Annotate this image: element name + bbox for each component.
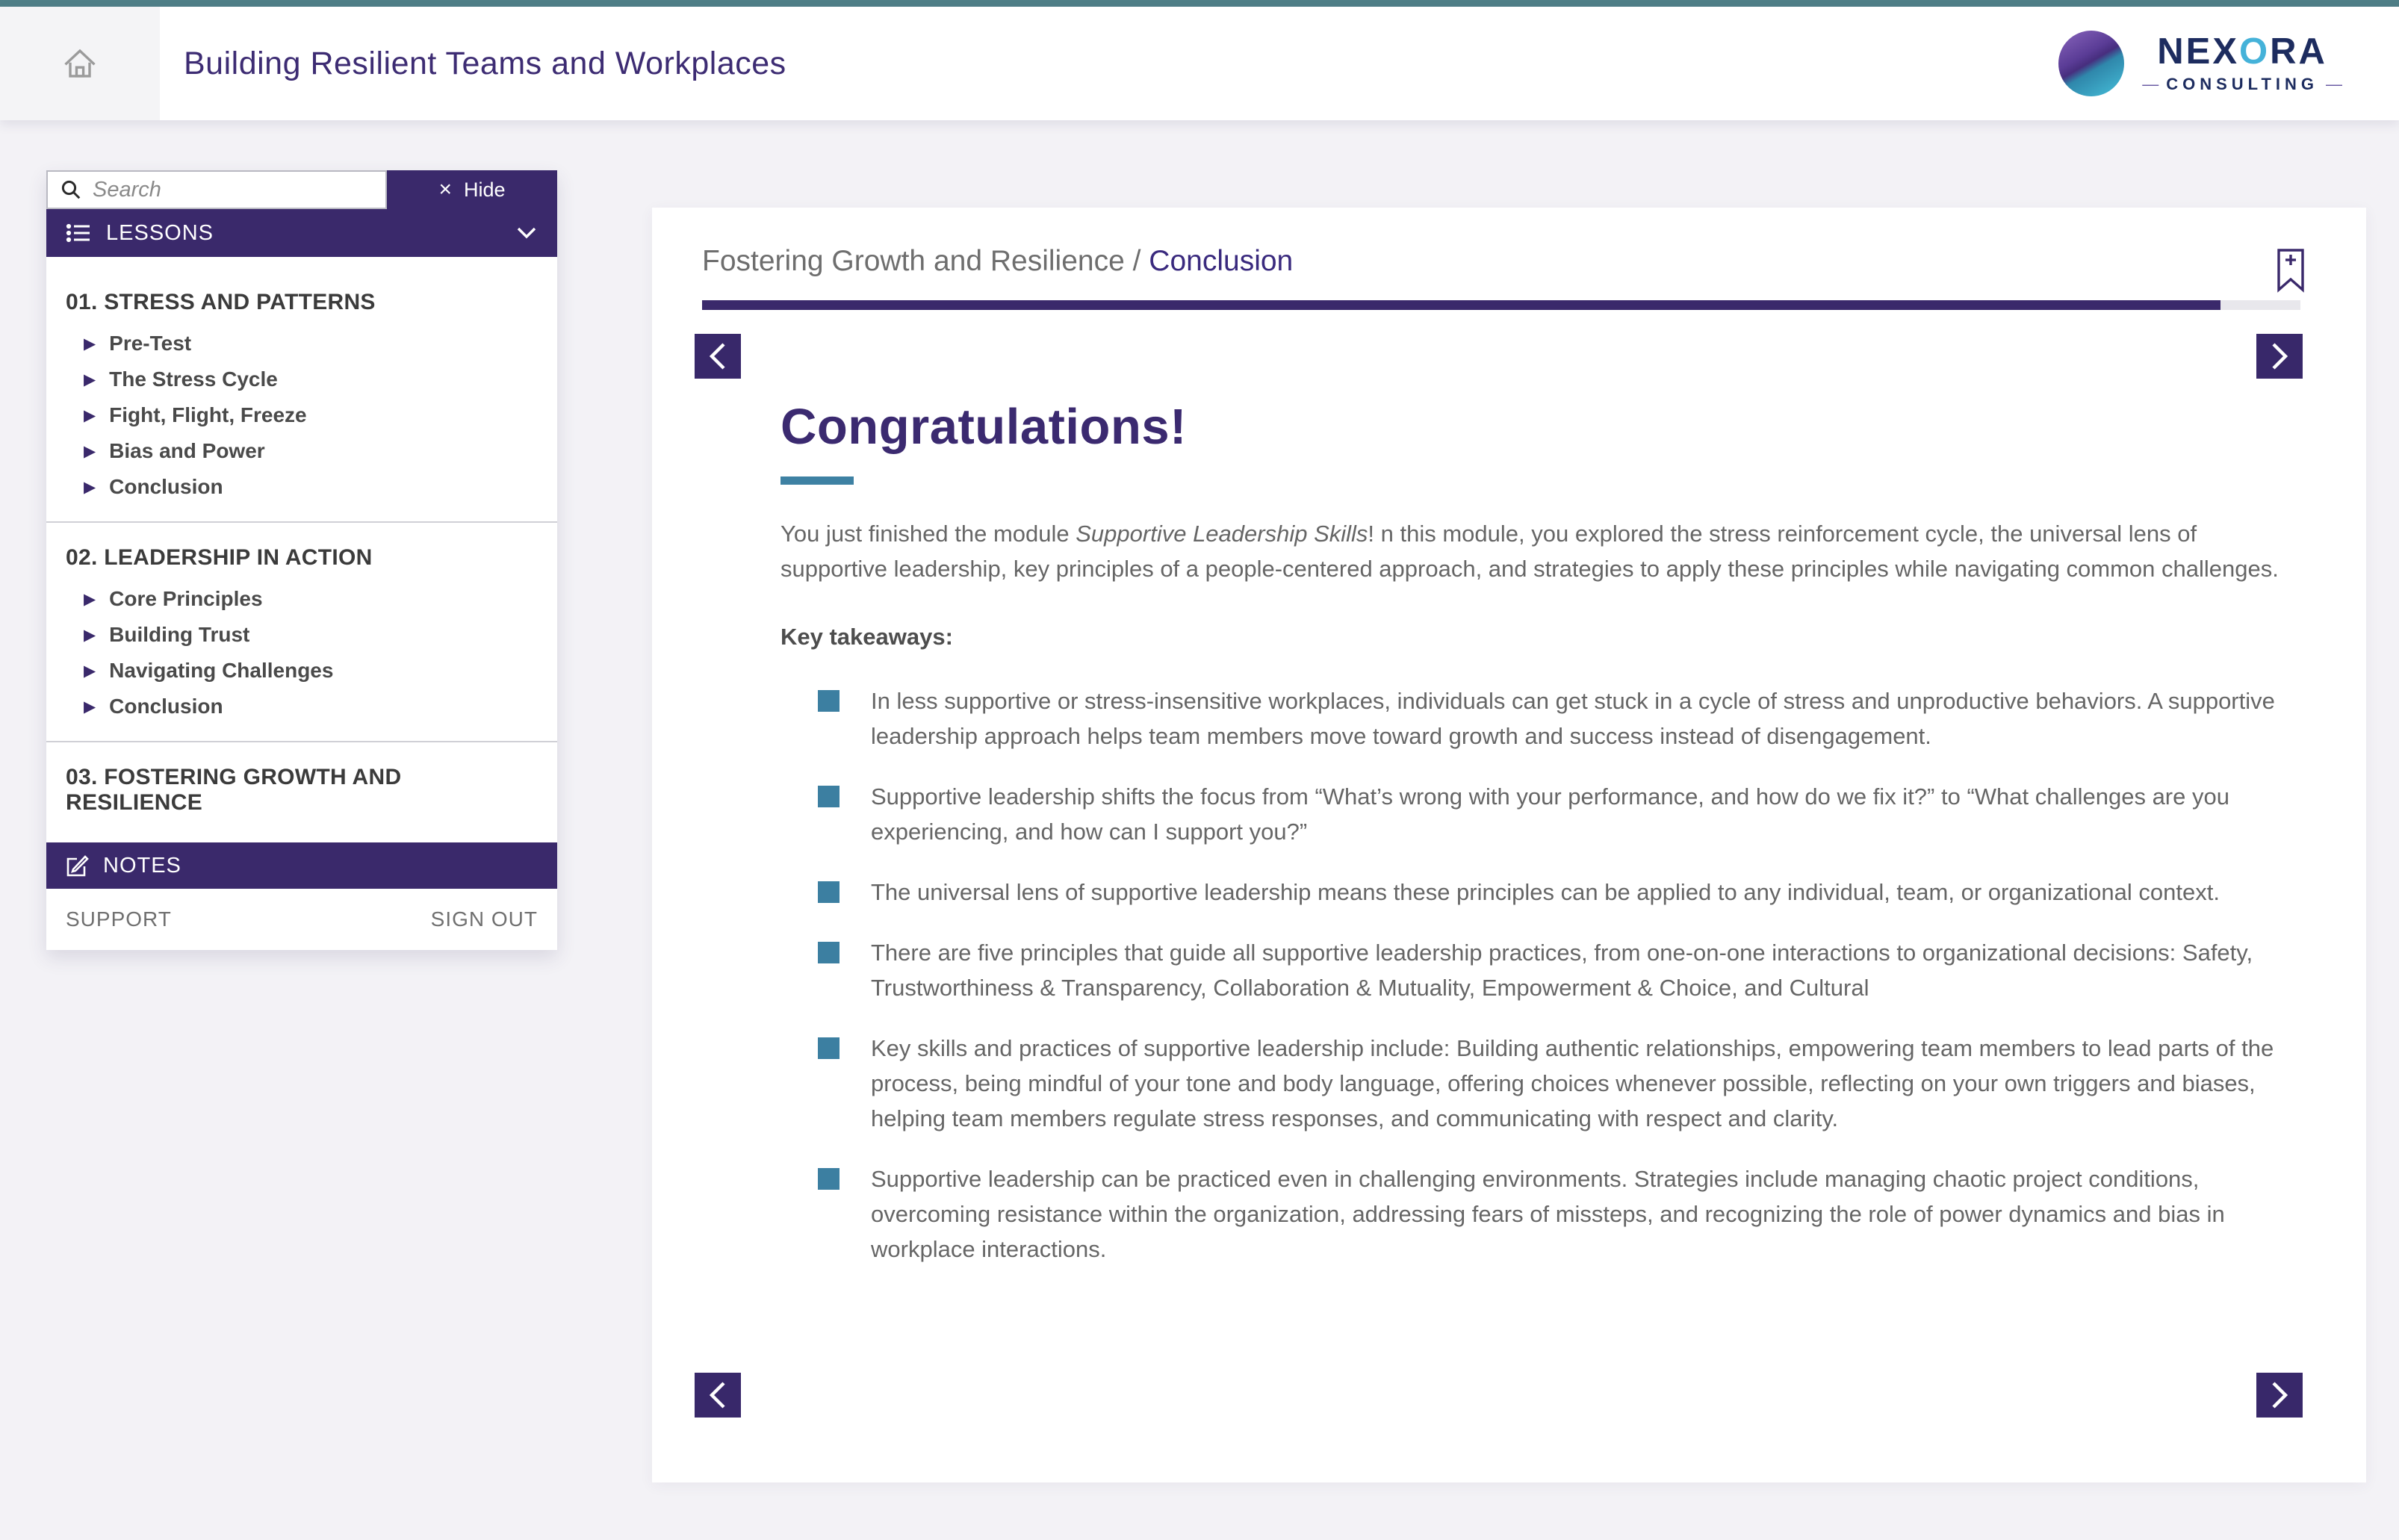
edit-note-icon bbox=[64, 853, 90, 878]
previous-page-button-top[interactable] bbox=[695, 334, 741, 379]
triangle-icon: ▶ bbox=[84, 626, 96, 644]
takeaway-text: The universal lens of supportive leadership means these principles can be applied to any individual, team, or organizational context. bbox=[871, 879, 2220, 905]
takeaway-item bbox=[780, 1161, 2300, 1267]
sidebar-top-row bbox=[46, 170, 557, 209]
home-icon bbox=[60, 44, 99, 83]
lesson-section bbox=[46, 267, 557, 521]
home-button[interactable] bbox=[0, 7, 160, 120]
lessons-label: LESSONS bbox=[106, 220, 214, 245]
triangle-icon: ▶ bbox=[84, 590, 96, 608]
list-icon bbox=[66, 221, 93, 245]
lesson-item[interactable] bbox=[66, 397, 538, 433]
company-logo bbox=[2058, 7, 2342, 120]
sidebar bbox=[46, 170, 557, 950]
bullet-square-icon bbox=[818, 690, 840, 712]
takeaway-text: There are five principles that guide all supportive leadership practices, from one-on-one interactions to organizational decisions: Safety, Trustworthiness & Transparency, Collaboration & Mutuality, Empowerment & Choice, and Cultural bbox=[871, 940, 2253, 1001]
lesson-item-label: Building Trust bbox=[109, 623, 250, 646]
takeaways-heading: Key takeaways: bbox=[780, 624, 953, 650]
sidebar-footer bbox=[46, 889, 557, 950]
logo-dash-right: — bbox=[2326, 74, 2342, 93]
lesson-item-label: The Stress Cycle bbox=[109, 367, 278, 391]
previous-page-button-bottom[interactable] bbox=[695, 1373, 741, 1418]
search-box bbox=[46, 170, 387, 209]
takeaway-item bbox=[780, 935, 2300, 1005]
lesson-body bbox=[702, 310, 2300, 1267]
breadcrumb-section: Fostering Growth and Resilience bbox=[702, 245, 1125, 277]
notes-button[interactable] bbox=[46, 842, 557, 889]
search-input[interactable] bbox=[93, 178, 373, 202]
lesson-item-label: Navigating Challenges bbox=[109, 659, 334, 682]
heading-underline bbox=[780, 476, 854, 485]
lesson-item-label: Fight, Flight, Freeze bbox=[109, 403, 307, 426]
triangle-icon: ▶ bbox=[84, 662, 96, 680]
progress-fill bbox=[702, 300, 2220, 310]
next-page-button-bottom[interactable] bbox=[2256, 1373, 2303, 1418]
next-page-button-top[interactable] bbox=[2256, 334, 2303, 379]
lesson-item-label: Bias and Power bbox=[109, 439, 265, 462]
lesson-item-label: Pre-Test bbox=[109, 332, 192, 355]
intro-paragraph: You just finished the module Supportive Leadership Skills! n this module, you explored the stress reinforcement cycle, the universal lens of supportive leadership, key principles of a people-centered approach, and strategies to apply these principles while navigating common challenges. bbox=[780, 521, 2279, 582]
lesson-item[interactable] bbox=[66, 581, 538, 617]
top-accent-strip bbox=[0, 0, 2399, 7]
bullet-square-icon bbox=[818, 942, 840, 963]
lesson-item[interactable] bbox=[66, 469, 538, 505]
takeaway-text: Supportive leadership shifts the focus from “What’s wrong with your performance, and how do we fix it?” to “What challenges are you experiencing, and how can I support you?” bbox=[871, 783, 2229, 845]
bullet-square-icon bbox=[818, 1168, 840, 1190]
lesson-section bbox=[46, 521, 557, 741]
bookmark-add-button[interactable] bbox=[2277, 248, 2305, 293]
takeaway-item bbox=[780, 875, 2300, 910]
triangle-icon: ▶ bbox=[84, 406, 96, 424]
triangle-icon: ▶ bbox=[84, 698, 96, 715]
notes-label: NOTES bbox=[103, 853, 181, 878]
section-heading: 02. LEADERSHIP IN ACTION bbox=[66, 545, 373, 570]
lesson-section bbox=[46, 741, 557, 842]
lesson-item[interactable] bbox=[66, 653, 538, 689]
triangle-icon: ▶ bbox=[84, 478, 96, 496]
logo-name: NEXORA bbox=[2157, 31, 2327, 72]
support-link[interactable]: SUPPORT bbox=[66, 907, 172, 931]
chevron-down-icon bbox=[515, 226, 538, 240]
logo-subtitle: — CONSULTING — bbox=[2142, 74, 2342, 93]
takeaway-item bbox=[780, 1031, 2300, 1136]
lesson-item-label: Core Principles bbox=[109, 587, 263, 610]
lesson-item[interactable] bbox=[66, 433, 538, 469]
lesson-item[interactable] bbox=[66, 326, 538, 361]
takeaway-text: Key skills and practices of supportive leadership include: Building authentic relationships, empowering team members to lead parts of the process, being mindful of your tone and body language, offering choices whenever possible, reflecting on your own triggers and biases, helping team members regulate stress responses, and communicating with respect and clarity. bbox=[871, 1035, 2274, 1131]
breadcrumb bbox=[702, 245, 2300, 278]
takeaway-item bbox=[780, 779, 2300, 849]
breadcrumb-separator: / bbox=[1124, 245, 1149, 277]
lesson-progress-bar bbox=[702, 300, 2300, 310]
header bbox=[0, 7, 2399, 120]
module-name-italic: Supportive Leadership Skills bbox=[1076, 521, 1368, 547]
hide-label: Hide bbox=[464, 178, 506, 201]
lesson-content-card bbox=[652, 208, 2366, 1482]
section-heading: 03. FOSTERING GROWTH AND RESILIENCE bbox=[66, 765, 402, 815]
logo-sphere-icon bbox=[2058, 31, 2124, 96]
logo-dash-left: — bbox=[2142, 74, 2159, 93]
triangle-icon: ▶ bbox=[84, 370, 96, 388]
takeaway-text: Supportive leadership can be practiced even in challenging environments. Strategies include managing chaotic project conditions, overcoming resistance within the organization, addressing fears of missteps, and recognizing the role of power dynamics and bias in workplace interactions. bbox=[871, 1166, 2225, 1262]
triangle-icon: ▶ bbox=[84, 335, 96, 353]
lesson-list bbox=[46, 257, 557, 842]
close-icon: × bbox=[438, 177, 452, 202]
search-icon bbox=[60, 178, 82, 201]
logo-wordmark bbox=[2142, 31, 2342, 94]
lessons-accordion-header[interactable] bbox=[46, 209, 557, 257]
takeaway-item bbox=[780, 683, 2300, 754]
hide-sidebar-button[interactable] bbox=[387, 170, 557, 209]
lesson-heading: Congratulations! bbox=[780, 399, 1187, 455]
lesson-item-label: Conclusion bbox=[109, 475, 223, 498]
bullet-square-icon bbox=[818, 881, 840, 903]
lesson-item[interactable] bbox=[66, 361, 538, 397]
lesson-item[interactable] bbox=[66, 617, 538, 653]
page-title: Building Resilient Teams and Workplaces bbox=[184, 45, 786, 81]
triangle-icon: ▶ bbox=[84, 442, 96, 460]
takeaway-text: In less supportive or stress-insensitive workplaces, individuals can get stuck in a cycle of stress and unproductive behaviors. A supportive leadership approach helps team members move toward growth and success instead of disengagement. bbox=[871, 688, 2275, 749]
bullet-square-icon bbox=[818, 1037, 840, 1059]
breadcrumb-current: Conclusion bbox=[1149, 245, 1294, 277]
signout-link[interactable]: SIGN OUT bbox=[430, 907, 538, 931]
bullet-square-icon bbox=[818, 786, 840, 807]
section-heading: 01. STRESS AND PATTERNS bbox=[66, 290, 376, 314]
lesson-item[interactable] bbox=[66, 689, 538, 724]
takeaways-list bbox=[780, 683, 2300, 1267]
lesson-item-label: Conclusion bbox=[109, 695, 223, 718]
